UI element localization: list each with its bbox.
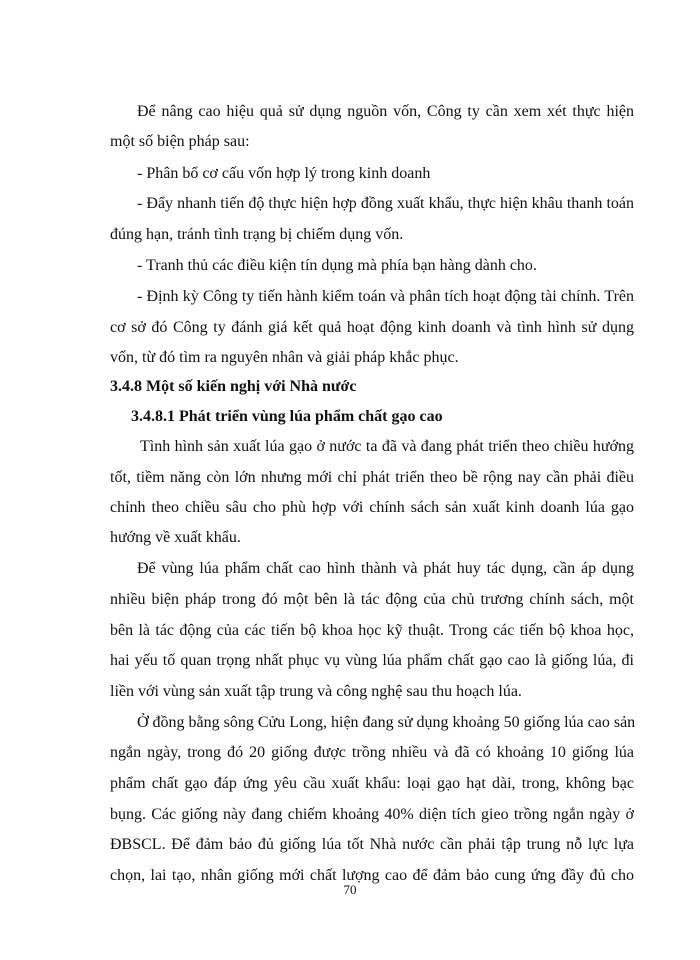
text-line: Để nâng cao hiệu quả sử dụng nguồn vốn, Công ty cần xem xét thực hiện <box>137 103 634 120</box>
text-line: bụng. Các giống này đang chiếm khoảng 40% diện tích gieo trồng ngắn ngày ở <box>110 806 634 823</box>
text-line: vốn, từ đó tìm ra nguyên nhân và giải pháp khắc phục. <box>110 349 459 366</box>
text-line: chọn, lai tạo, nhân giống mới chất lượng cao để đảm bảo cung ứng đầy đủ cho <box>110 867 634 884</box>
bullet-item: - Phân bổ cơ cấu vốn hợp lý trong kinh doanh <box>137 165 431 182</box>
section-heading: 3.4.8 Một số kiến nghị với Nhà nước <box>110 378 357 395</box>
text-line: cơ sở đó Công ty đánh giá kết quả hoạt động kinh doanh và tình hình sử dụng <box>110 319 634 336</box>
text-line: liền với vùng sản xuất tập trung và công nghệ sau thu hoạch lúa. <box>110 683 522 700</box>
subsection-heading: 3.4.8.1 Phát triển vùng lúa phẩm chất gạo cao <box>131 408 443 425</box>
text-line: chỉnh theo chiều sâu cho phù hợp với chính sách sản xuất kinh doanh lúa gạo <box>110 499 634 516</box>
text-line: đúng hạn, tránh tình trạng bị chiếm dụng vốn. <box>110 226 404 243</box>
bullet-item: - Tranh thủ các điều kiện tín dụng mà phía bạn hàng dành cho. <box>137 257 537 274</box>
text-line: ĐBSCL. Để đảm bảo đủ giống lúa tốt Nhà nước cần phải tập trung nỗ lực lựa <box>110 836 634 853</box>
text-line: Tình hình sản xuất lúa gạo ở nước ta đã và đang phát triển theo chiều hướng <box>140 438 634 455</box>
text-line: tốt, tiềm năng còn lớn nhưng mới chỉ phát triển theo bề rộng nay cần phải điều <box>110 469 634 486</box>
page-number: 70 <box>343 882 357 897</box>
text-line: bên là tác động của các tiến bộ khoa học kỹ thuật. Trong các tiến bộ khoa học, <box>110 622 634 639</box>
text-line: một số biện pháp sau: <box>110 133 250 150</box>
text-line: hai yếu tố quan trọng nhất phục vụ vùng lúa phẩm chất gạo cao là giống lúa, đi <box>110 652 634 669</box>
text-line: hướng về xuất khẩu. <box>110 529 241 546</box>
text-line: Ở đồng bằng sông Cửu Long, hiện đang sử dụng khoảng 50 giống lúa cao sản <box>137 714 636 731</box>
text-line: phẩm chất gạo đáp ứng yêu cầu xuất khẩu: loại gạo hạt dài, trong, không bạc <box>110 775 634 792</box>
text-line: nhiều biện pháp trong đó một bên là tác động của chủ trương chính sách, một <box>110 591 634 608</box>
bullet-item: - Đẩy nhanh tiến độ thực hiện hợp đồng xuất khẩu, thực hiện khâu thanh toán <box>137 195 634 212</box>
bullet-item: - Định kỳ Công ty tiến hành kiểm toán và phân tích hoạt động tài chính. Trên <box>137 288 634 305</box>
text-line: ngắn ngày, trong đó 20 giống được trồng nhiều và đã có khoảng 10 giống lúa <box>110 744 634 761</box>
text-line: Để vùng lúa phẩm chất cao hình thành và phát huy tác dụng, cần áp dụng <box>137 560 634 577</box>
